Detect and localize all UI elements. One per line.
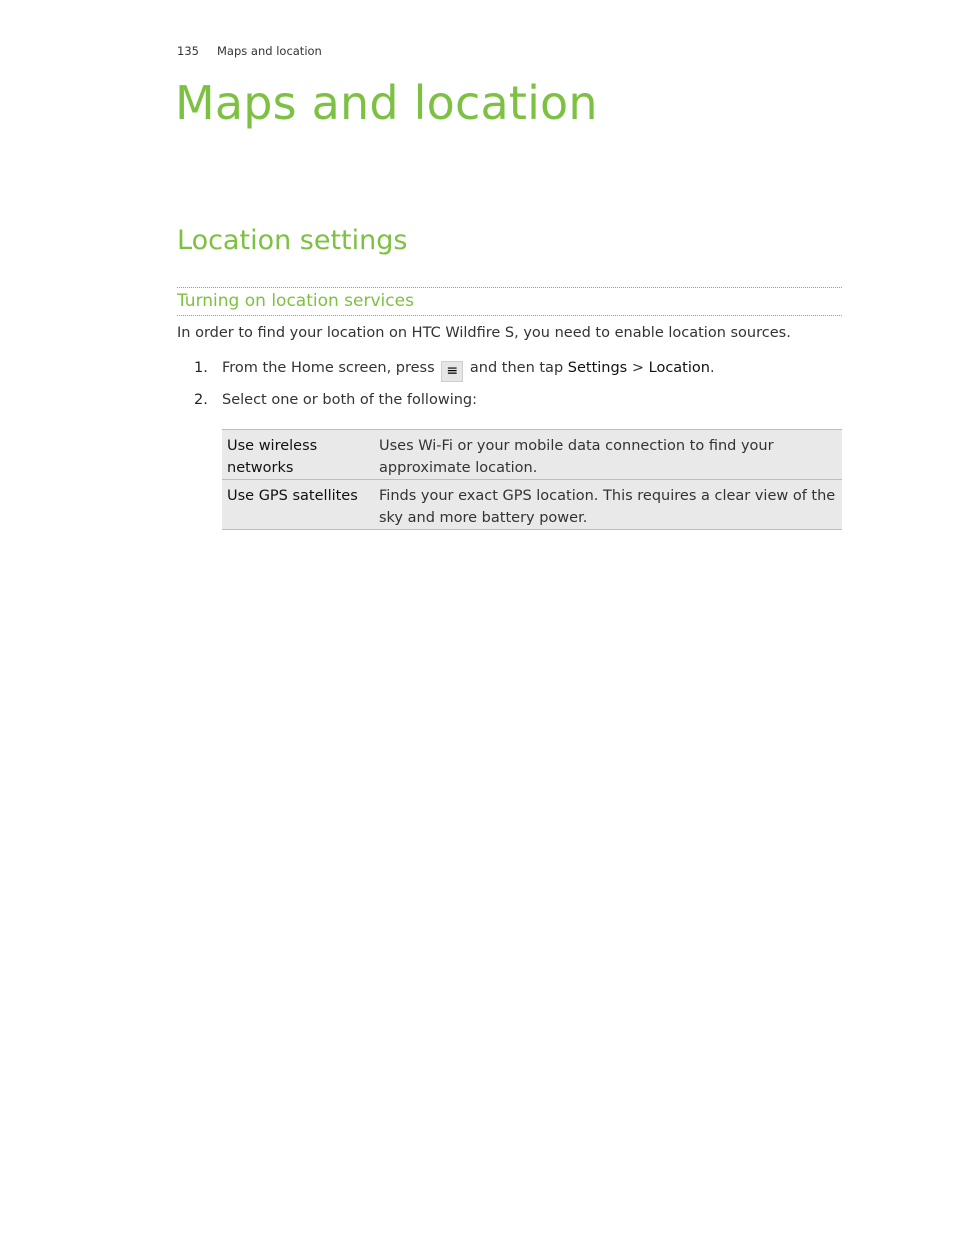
location-label: Location xyxy=(648,360,710,376)
page-number: 135 xyxy=(177,44,199,58)
section-title: Location settings xyxy=(177,225,408,256)
subsection-title: Turning on location services xyxy=(177,291,414,311)
step-end: . xyxy=(709,360,715,376)
table-row xyxy=(222,430,842,480)
step-text: and then tap xyxy=(469,360,564,376)
step-2 xyxy=(194,392,477,408)
table-row xyxy=(222,480,842,530)
chapter-title: Maps and location xyxy=(175,76,598,130)
subsection-header xyxy=(177,287,842,316)
path-separator: > xyxy=(631,360,645,376)
option-name: Use GPS satellites xyxy=(227,488,358,504)
settings-label: Settings xyxy=(567,360,628,376)
step-number: 2. xyxy=(194,392,208,408)
intro-paragraph: In order to find your location on HTC Wildfire S, you need to enable location sources. xyxy=(177,325,791,341)
option-description: Finds your exact GPS location. This requires a clear view of the sky and more battery power. xyxy=(379,488,836,526)
step-text: From the Home screen, press xyxy=(222,360,435,376)
step-1 xyxy=(194,360,715,382)
step-text: Select one or both of the following: xyxy=(222,392,477,408)
menu-icon: ≡ xyxy=(441,361,463,382)
options-table xyxy=(222,429,842,530)
header-section-name: Maps and location xyxy=(217,44,322,58)
option-description: Uses Wi-Fi or your mobile data connection to find your approximate location. xyxy=(379,438,774,476)
option-name: Use wireless networks xyxy=(227,438,318,476)
step-number: 1. xyxy=(194,360,208,376)
running-header xyxy=(177,44,322,58)
